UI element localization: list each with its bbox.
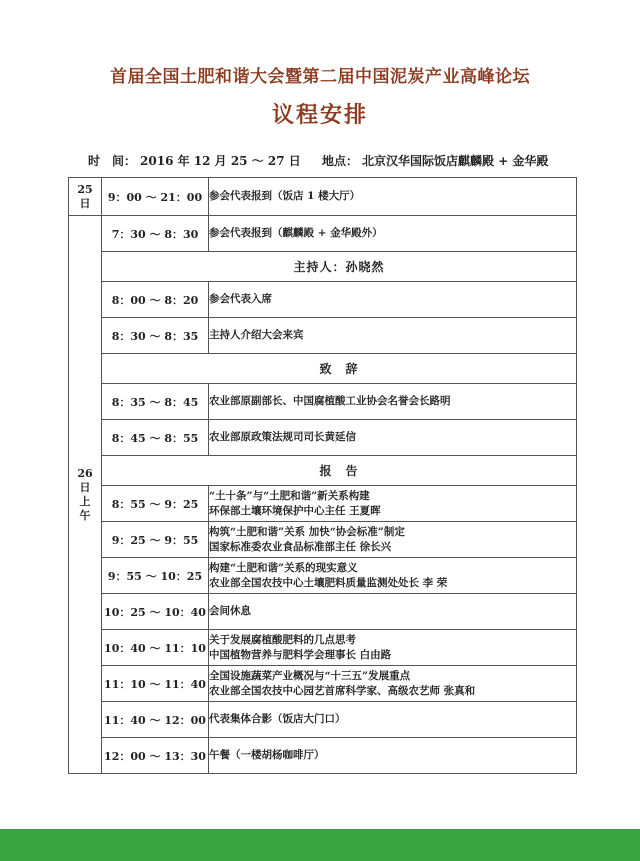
section-row [69,354,577,384]
time-cell: 8：30 ～ 8：35 [102,318,209,354]
day-period: 午 [79,508,91,522]
time-cell: 11：40 ～ 12：00 [102,702,209,738]
report-speaker: 中国植物营养与肥料学会理事长 白由路 [209,648,392,661]
item-cell: 代表集体合影（饭店大门口） [209,702,577,738]
agenda-table [68,177,577,774]
section-row [69,456,577,486]
item-cell [209,558,577,594]
time-cell: 8：00 ～ 8：20 [102,282,209,318]
day-period: 上 [79,494,91,508]
item-cell: 会间休息 [209,594,577,630]
item-cell: 农业部原副部长、中国腐植酸工业协会名誉会长路明 [209,384,577,420]
item-cell [209,630,577,666]
report-title: 关于发展腐植酸肥料的几点思考 [209,633,356,646]
item-cell: 农业部原政策法规司司长黄延信 [209,420,577,456]
table-row [69,282,577,318]
report-title: 构筑“土肥和谐”关系 加快“协会标准”制定 [209,525,405,538]
table-row [69,630,577,666]
location-value: 北京汉华国际饭店麒麟殿 + 金华殿 [362,154,549,168]
report-title: 构建“土肥和谐”关系的现实意义 [209,561,358,574]
time-value: 2016 年 12 月 25 ～ 27 日 [140,154,301,168]
item-cell: 主持人介绍大会来宾 [209,318,577,354]
time-cell: 7：30 ～ 8：30 [102,216,209,252]
event-location [322,152,548,169]
table-row [69,486,577,522]
time-cell: 8：45 ～ 8：55 [102,420,209,456]
day-unit: 日 [79,480,91,494]
location-label: 地点： [322,154,359,168]
time-cell: 12：00 ～ 13：30 [102,738,209,774]
time-cell: 11：10 ～ 11：40 [102,666,209,702]
report-speaker: 国家标准委农业食品标准部主任 徐长兴 [209,540,392,553]
table-row [69,420,577,456]
table-row [69,738,577,774]
report-speaker: 环保部土壤环境保护中心主任 王夏晖 [209,504,381,517]
item-cell: 参会代表入席 [209,282,577,318]
time-cell: 9：55 ～ 10：25 [102,558,209,594]
time-cell: 10：25 ～ 10：40 [102,594,209,630]
item-cell: 参会代表报到（饭店 1 楼大厅） [209,178,577,216]
day-cell-26 [69,216,102,774]
item-cell [209,666,577,702]
time-cell: 9：25 ～ 9：55 [102,522,209,558]
time-cell: 8：55 ～ 9：25 [102,486,209,522]
table-row [69,702,577,738]
report-title: 全国设施蔬菜产业概况与“十三五”发展重点 [209,669,411,682]
event-time [88,152,301,169]
item-cell: 参会代表报到（麒麟殿 + 金华殿外） [209,216,577,252]
page-subtitle: 议程安排 [271,103,368,128]
time-label: 时 间： [88,154,137,168]
table-row [69,594,577,630]
item-cell [209,486,577,522]
table-row [69,216,577,252]
table-row [69,666,577,702]
time-cell: 9：00 ～ 21：00 [102,178,209,216]
day-number: 25 [77,182,93,196]
section-report: 报 告 [102,456,577,486]
report-title: “土十条”与“土肥和谐”新关系构建 [209,489,370,502]
footer-bar [0,829,640,861]
day-number: 26 [77,466,93,480]
day-unit: 日 [79,196,91,210]
report-speaker: 农业部全国农技中心土壤肥料质量监测处处长 李 荣 [209,576,448,589]
table-row [69,178,577,216]
page-title: 首届全国土肥和谐大会暨第二届中国泥炭产业高峰论坛 [110,67,530,87]
section-speech: 致 辞 [102,354,577,384]
table-row [69,384,577,420]
item-cell [209,522,577,558]
time-cell: 10：40 ～ 11：10 [102,630,209,666]
report-speaker: 农业部全国农技中心园艺首席科学家、高级农艺师 张真和 [209,684,476,697]
section-host: 主持人：孙晓然 [102,252,577,282]
table-row [69,558,577,594]
table-row [69,522,577,558]
section-row [69,252,577,282]
table-row [69,318,577,354]
day-cell-25 [69,178,102,216]
time-cell: 8：35 ～ 8：45 [102,384,209,420]
item-cell: 午餐（一楼胡杨咖啡厅） [209,738,577,774]
